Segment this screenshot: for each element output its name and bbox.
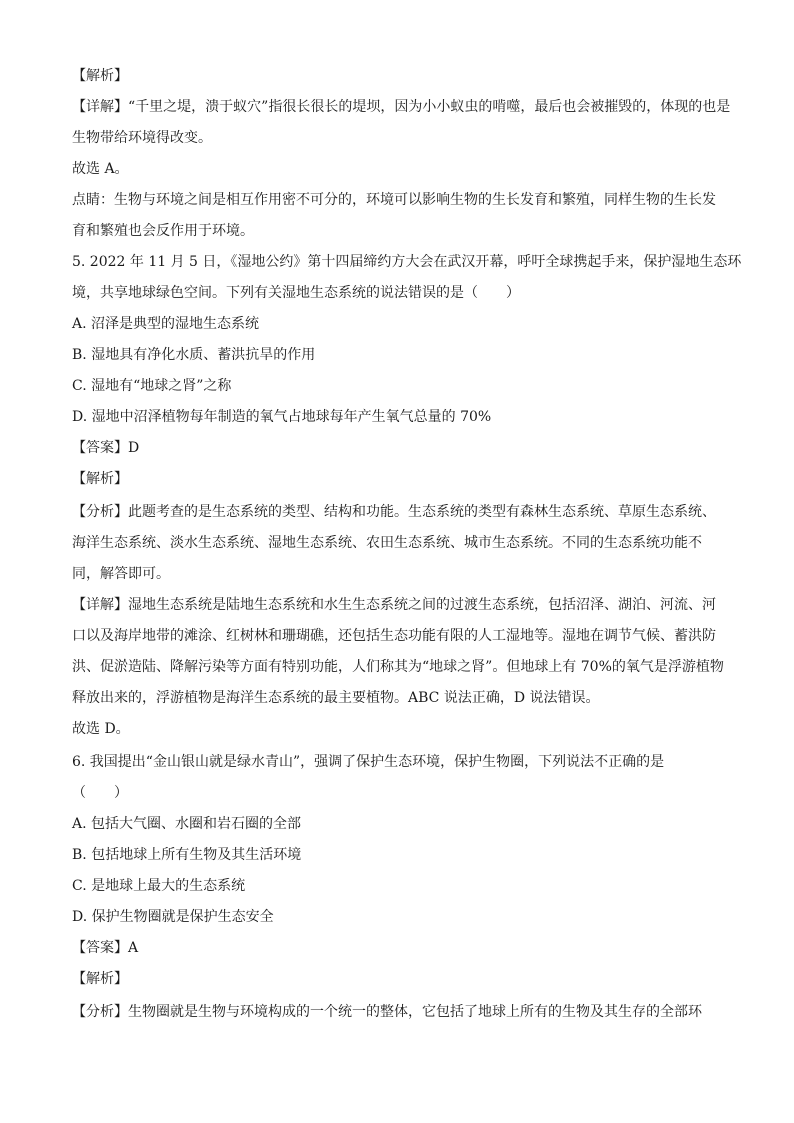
detail-paragraph-line: 生物带给环境得改变。 — [72, 130, 212, 146]
analysis-paragraph-line: 【分析】生物圈就是生物与环境构成的一个统一的整体，它包括了地球上所有的生物及其生存的全部环 — [72, 1004, 702, 1020]
question-5-option-d: D. 湿地中沼泽植物每年制造的氧气占地球每年产生氧气总量的 70% — [72, 409, 492, 425]
question-6-option-a: A. 包括大气圈、水圈和岩石圈的全部 — [72, 816, 302, 832]
note-paragraph-line: 点睛：生物与环境之间是相互作用密不可分的，环境可以影响生物的生长发育和繁殖，同样生物的生长发 — [72, 192, 716, 208]
question-6-stem: 6. 我国提出“金山银山就是绿水青山”，强调了保护生态环境，保护生物圈，下列说法不正确的是 — [72, 754, 665, 770]
question-6-stem: （ ） — [72, 785, 128, 801]
detail-paragraph-line: 【详解】“千里之堤，溃于蚁穴”指很长很长的堤坝，因为小小蚁虫的啃噬，最后也会被摧毁的，体现的也是 — [72, 99, 731, 115]
analysis-paragraph-line: 【分析】此题考查的是生态系统的类型、结构和功能。生态系统的类型有森林生态系统、草原生态系统、 — [72, 504, 716, 520]
analysis-paragraph-line: 同，解答即可。 — [72, 566, 170, 582]
choice-conclusion: 故选 D。 — [72, 721, 130, 737]
detail-paragraph-line: 口以及海岸地带的滩涂、红树林和珊瑚礁，还包括生态功能有限的人工湿地等。湿地在调节气候、蓄洪防 — [72, 628, 716, 644]
choice-conclusion: 故选 A。 — [72, 161, 129, 177]
question-5-stem: 5. 2022 年 11 月 5 日，《湿地公约》第十四届缔约方大会在武汉开幕，呼吁全球携起手来，保护湿地生态环 — [72, 254, 742, 270]
detail-paragraph-line: 释放出来的，浮游植物是海洋生态系统的最主要植物。ABC 说法正确，D 说法错误。 — [72, 690, 600, 706]
question-6-option-c: C. 是地球上最大的生态系统 — [72, 878, 246, 894]
question-5-option-b: B. 湿地具有净化水质、蓄洪抗旱的作用 — [72, 347, 316, 363]
question-5-option-c: C. 湿地有“地球之肾”之称 — [72, 378, 232, 394]
question-6-option-d: D. 保护生物圈就是保护生态安全 — [72, 909, 274, 925]
detail-paragraph-line: 【详解】湿地生态系统是陆地生态系统和水生生态系统之间的过渡生态系统，包括沼泽、湖泊、河流、河 — [72, 597, 716, 613]
analysis-paragraph-line: 海洋生态系统、淡水生态系统、湿地生态系统、农田生态系统、城市生态系统。不同的生态系统功能不 — [72, 535, 702, 551]
detail-paragraph-line: 洪、促淤造陆、降解污染等方面有特别功能，人们称其为“地球之肾”。但地球上有 70%的氧气是浮游植物 — [72, 659, 724, 675]
answer-label: 【答案】A — [72, 940, 139, 956]
section-label-analysis: 【解析】 — [72, 471, 128, 487]
section-label-analysis: 【解析】 — [72, 971, 128, 987]
note-paragraph-line: 育和繁殖也会反作用于环境。 — [72, 223, 254, 239]
question-5-option-a: A. 沼泽是典型的湿地生态系统 — [72, 316, 260, 332]
question-5-stem: 境，共享地球绿色空间。下列有关湿地生态系统的说法错误的是（ ） — [72, 285, 520, 301]
section-label-analysis: 【解析】 — [72, 68, 128, 84]
question-6-option-b: B. 包括地球上所有生物及其生活环境 — [72, 847, 302, 863]
answer-label: 【答案】D — [72, 440, 140, 456]
